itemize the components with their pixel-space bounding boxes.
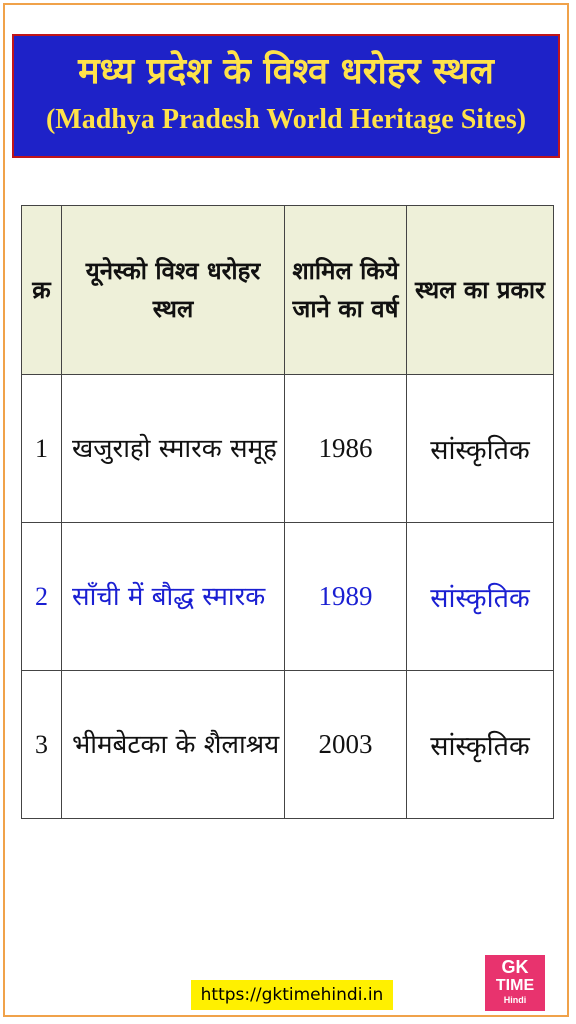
cell-type: सांस्कृतिक [407,375,554,523]
cell-serial: 2 [22,523,62,671]
table-row [22,671,554,819]
page-title-english: (Madhya Pradesh World Heritage Sites) [45,104,527,135]
logo-text-hindi: Hindi [503,995,527,1005]
cell-year: 2003 [285,671,407,819]
website-url-link[interactable]: https://gktimehindi.in [191,980,393,1010]
table-row [22,523,554,671]
page-title-hindi: मध्य प्रदेश के विश्व धरोहर स्थल [78,51,494,92]
header-type: स्थल का प्रकार [407,206,554,375]
header-site: यूनेस्को विश्व धरोहर स्थल [62,206,285,375]
gk-time-logo [485,955,545,1011]
logo-text-time: TIME [495,977,535,994]
table-row [22,375,554,523]
cell-year: 1989 [285,523,407,671]
logo-text-gk: GK [501,957,529,977]
cell-type: सांस्कृतिक [407,671,554,819]
cell-serial: 3 [22,671,62,819]
cell-site: खजुराहो स्मारक समूह [62,375,285,523]
cell-site: साँची में बौद्ध स्मारक [62,523,285,671]
cell-site: भीमबेटका के शैलाश्रय [62,671,285,819]
cell-year: 1986 [285,375,407,523]
cell-serial: 1 [22,375,62,523]
title-banner [12,34,560,158]
cell-type: सांस्कृतिक [407,523,554,671]
heritage-sites-table [21,205,554,819]
header-serial: क्र [22,206,62,375]
table-header-row [22,206,554,375]
header-year: शामिल किये जाने का वर्ष [285,206,407,375]
